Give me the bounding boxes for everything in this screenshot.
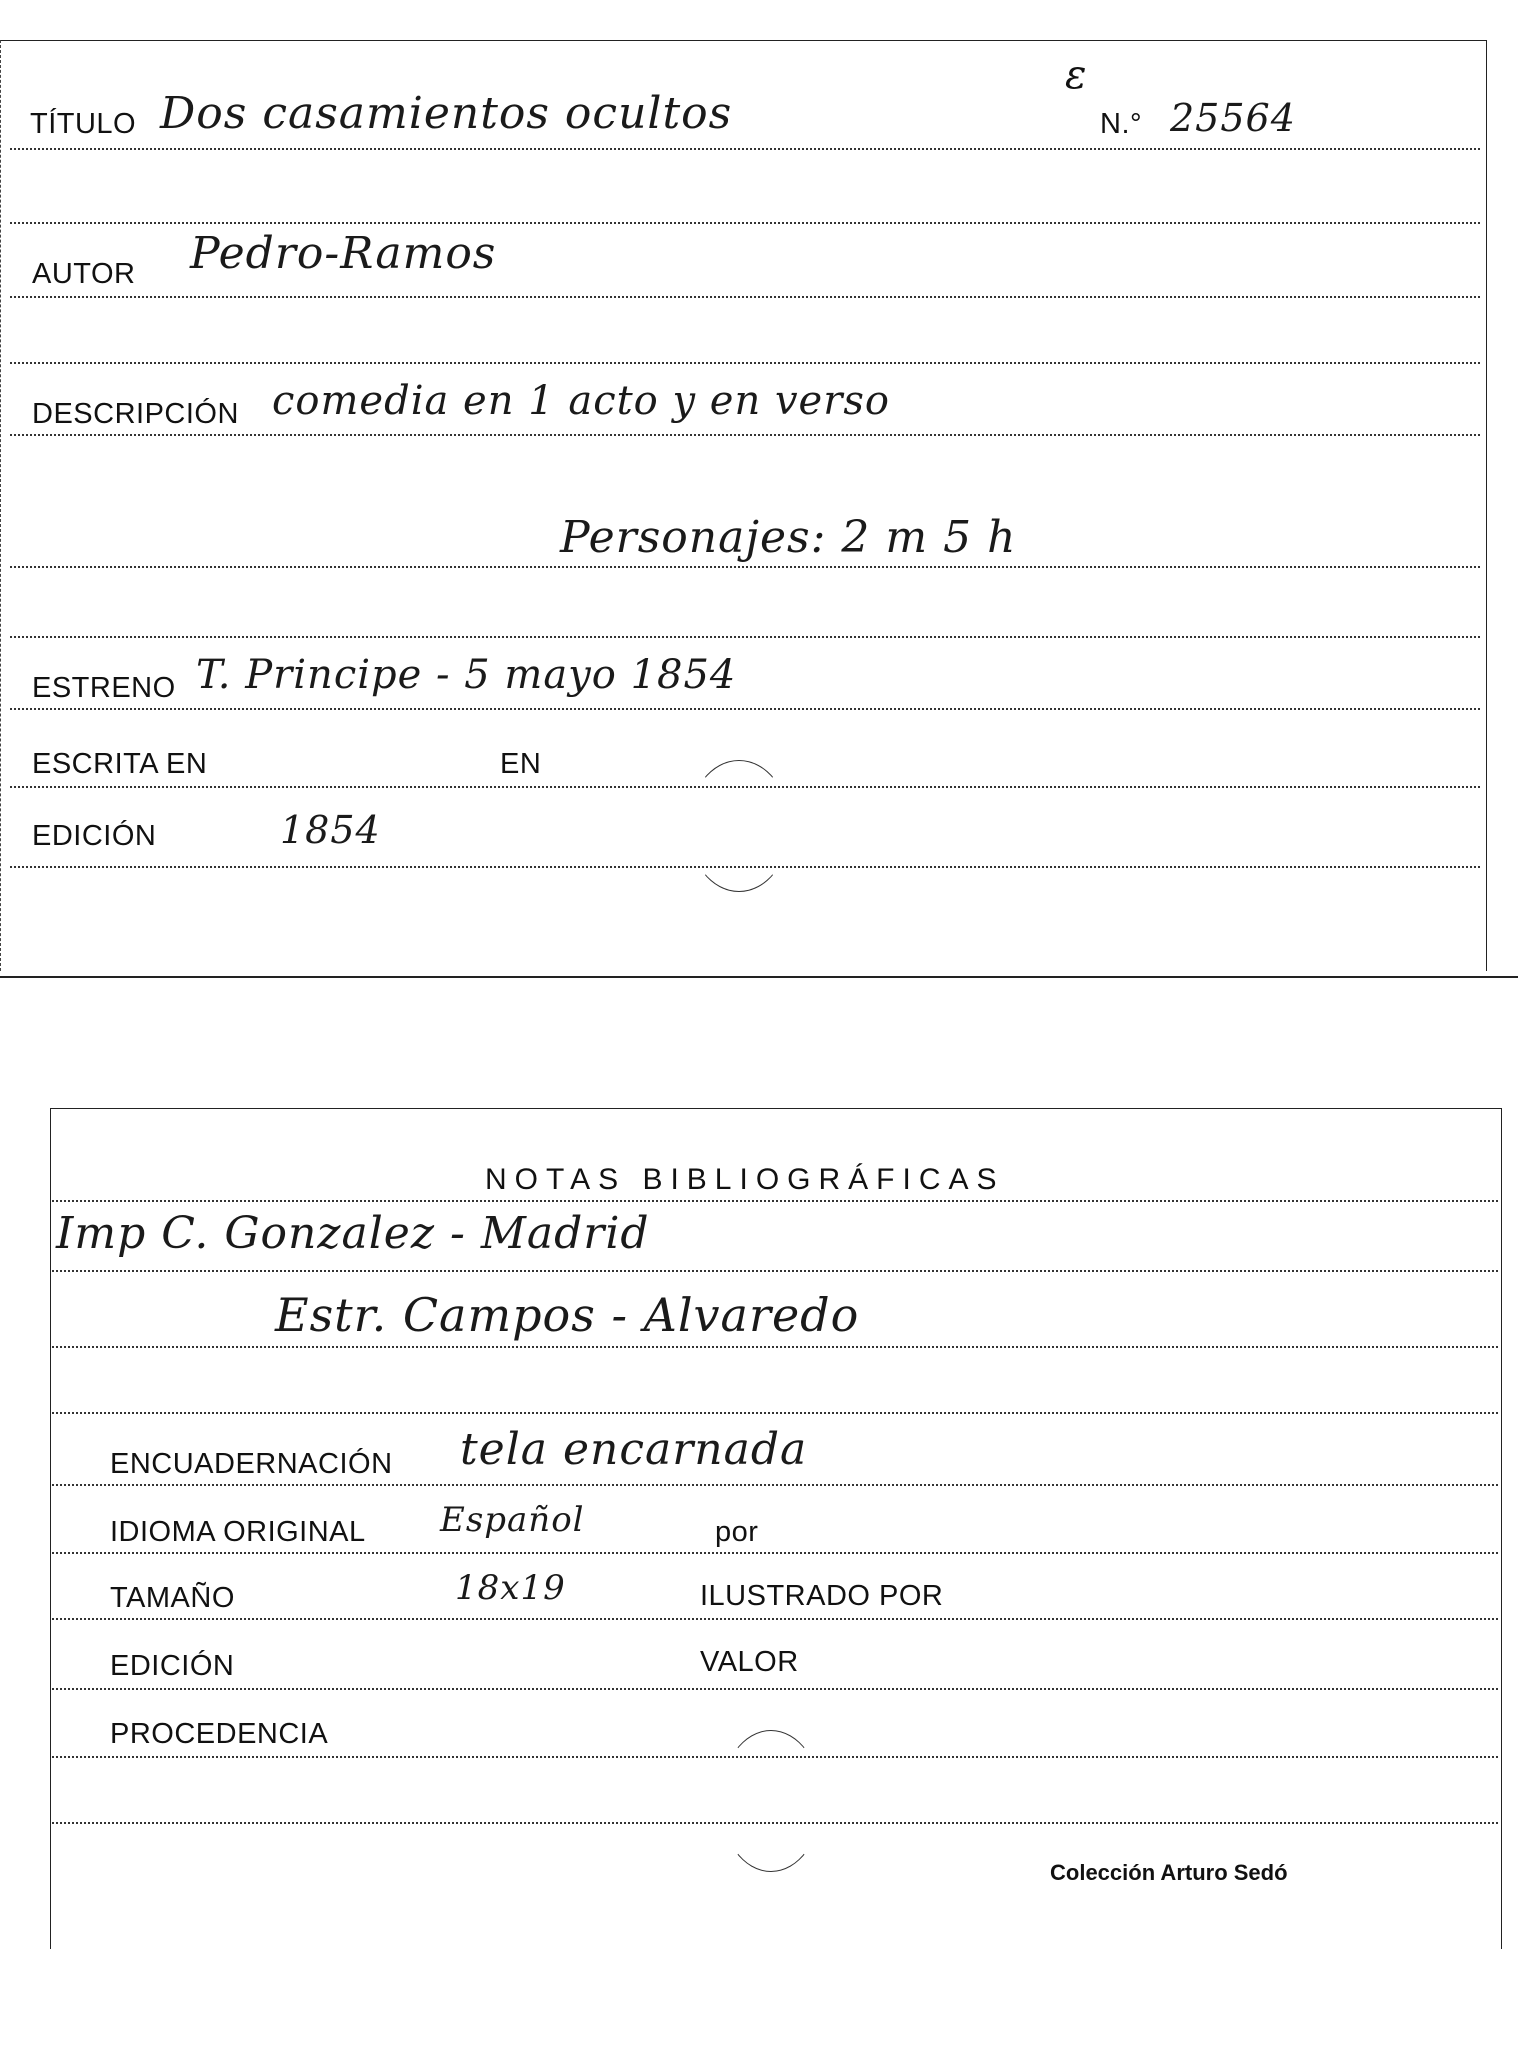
tamano-label: TAMAÑO xyxy=(110,1582,235,1614)
descripcion-value: comedia en 1 acto y en verso xyxy=(272,378,890,424)
edicion-label: EDICIÓN xyxy=(32,820,157,852)
valor-label: VALOR xyxy=(700,1646,799,1678)
descripcion-line xyxy=(10,434,1480,436)
corner-mark: ε xyxy=(1065,52,1087,98)
idioma-label: IDIOMA ORIGINAL xyxy=(110,1516,366,1548)
titulo-line xyxy=(10,148,1480,150)
note-line-1-rule xyxy=(52,1270,1498,1272)
edicion-label-bottom: EDICIÓN xyxy=(110,1650,235,1682)
descripcion-label: DESCRIPCIÓN xyxy=(32,398,239,430)
rule-line xyxy=(10,362,1480,364)
note-line-2: Estr. Campos - Alvaredo xyxy=(275,1288,860,1342)
edicion-value: 1854 xyxy=(280,808,381,852)
autor-value: Pedro-Ramos xyxy=(190,228,497,279)
tamano-line xyxy=(52,1618,1498,1620)
rule-line xyxy=(10,222,1480,224)
idioma-value: Español xyxy=(440,1500,585,1540)
titulo-value: Dos casamientos ocultos xyxy=(160,88,733,139)
en-label: EN xyxy=(500,748,542,780)
rule-line xyxy=(52,1412,1498,1414)
rule-line xyxy=(10,636,1480,638)
estreno-line xyxy=(10,708,1480,710)
tamano-value: 18x19 xyxy=(455,1568,566,1608)
idioma-line xyxy=(52,1552,1498,1554)
por-label: por xyxy=(715,1516,759,1548)
punch-hole-mark xyxy=(688,760,790,892)
note-line-1: Imp C. Gonzalez - Madrid xyxy=(56,1208,650,1259)
estreno-value: T. Principe - 5 mayo 1854 xyxy=(196,652,737,698)
numero-value: 25564 xyxy=(1170,96,1296,140)
numero-label: N.° xyxy=(1100,108,1143,140)
note-line-2-rule xyxy=(52,1346,1498,1348)
ilustrado-label: ILUSTRADO POR xyxy=(700,1580,944,1612)
escrita-en-label: ESCRITA EN xyxy=(32,748,208,780)
encuadernacion-line xyxy=(52,1484,1498,1486)
titulo-label: TÍTULO xyxy=(30,108,137,140)
edicion-line-bottom xyxy=(52,1688,1498,1690)
estreno-label: ESTRENO xyxy=(32,672,176,704)
punch-hole-mark xyxy=(720,1730,822,1872)
personajes-line xyxy=(10,566,1480,568)
notas-heading: NOTAS BIBLIOGRÁFICAS xyxy=(485,1163,1005,1196)
heading-line xyxy=(52,1200,1498,1202)
personajes-value: Personajes: 2 m 5 h xyxy=(560,512,1017,563)
encuadernacion-value: tela encarnada xyxy=(460,1424,808,1475)
autor-label: AUTOR xyxy=(32,258,136,290)
procedencia-label: PROCEDENCIA xyxy=(110,1718,329,1750)
card-separator xyxy=(0,976,1518,978)
collection-footer: Colección Arturo Sedó xyxy=(1050,1860,1288,1885)
autor-line xyxy=(10,296,1480,298)
encuadernacion-label: ENCUADERNACIÓN xyxy=(110,1448,393,1480)
